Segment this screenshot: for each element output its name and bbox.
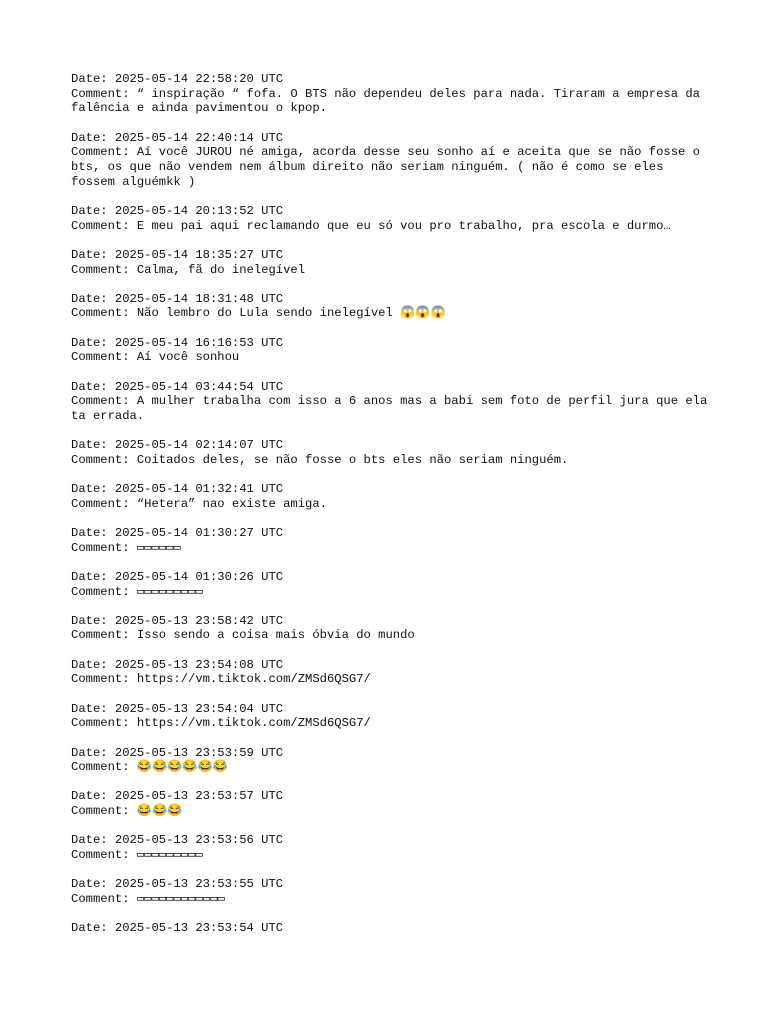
entry-comment: Comment: “ inspiração “ fofa. O BTS não dependeu deles para nada. Tiraram a empresa da falência e ainda pavimentou o kpop.: [71, 86, 708, 116]
entry-date: Date: 2025-05-14 20:13:52 UTC: [71, 203, 284, 218]
entry-comment: Comment: Calma, fã do inelegível: [71, 262, 306, 277]
comment-entry: [71, 789, 711, 818]
entry-date: Date: 2025-05-14 01:30:27 UTC: [71, 525, 284, 540]
entry-date: Date: 2025-05-13 23:54:04 UTC: [71, 701, 284, 716]
entry-date: Date: 2025-05-13 23:58:42 UTC: [71, 613, 284, 628]
comment-entry: [71, 702, 711, 731]
comment-entry: [71, 292, 711, 321]
comment-entry: [71, 131, 711, 190]
entry-date: Date: 2025-05-14 22:40:14 UTC: [71, 130, 284, 145]
comment-entry: [71, 570, 711, 599]
comment-entry: [71, 921, 711, 936]
entry-date: Date: 2025-05-14 01:30:26 UTC: [71, 569, 284, 584]
entry-comment: Comment: 😂😂😂😂😂😂: [71, 760, 228, 775]
entry-date: Date: 2025-05-14 02:14:07 UTC: [71, 438, 284, 453]
entry-comment: Comment: Não lembro do Lula sendo inelegível 😱😱😱: [71, 306, 446, 321]
entry-date: Date: 2025-05-13 23:53:57 UTC: [71, 789, 284, 804]
comment-entry: [71, 72, 711, 116]
entry-date: Date: 2025-05-14 03:44:54 UTC: [71, 379, 284, 394]
comment-entry: [71, 877, 711, 906]
comment-entry: [71, 746, 711, 775]
entry-comment: Comment: 😂😂😂: [71, 804, 183, 819]
comment-entry: [71, 204, 711, 233]
comment-entry: [71, 614, 711, 643]
entry-comment: Comment: https://vm.tiktok.com/ZMSd6QSG7/: [71, 716, 371, 731]
comment-entry: [71, 336, 711, 365]
entry-comment: Comment: ▭▭▭▭▭▭▭▭▭: [71, 584, 203, 599]
comment-entry: [71, 482, 711, 511]
entry-date: Date: 2025-05-14 22:58:20 UTC: [71, 72, 284, 86]
entry-date: Date: 2025-05-13 23:53:55 UTC: [71, 877, 284, 892]
entry-date: Date: 2025-05-14 18:35:27 UTC: [71, 247, 284, 262]
comment-entry: [71, 438, 711, 467]
comment-entry: [71, 526, 711, 555]
comment-entry: [71, 379, 715, 424]
entry-comment: Comment: ▭▭▭▭▭▭: [71, 540, 181, 555]
entry-comment: Comment: A mulher trabalha com isso a 6 anos mas a babi sem foto de perfil jura que ela ta errada.: [71, 394, 715, 423]
comment-entry: [71, 658, 711, 687]
entry-comment: Comment: https://vm.tiktok.com/ZMSd6QSG7/: [71, 672, 371, 687]
entry-comment: Comment: E meu pai aqui reclamando que eu só vou pro trabalho, pra escola e durmo…: [71, 218, 671, 233]
entry-date: Date: 2025-05-13 23:53:54 UTC: [71, 921, 284, 936]
entry-date: Date: 2025-05-14 18:31:48 UTC: [71, 291, 284, 306]
entry-comment: Comment: ▭▭▭▭▭▭▭▭▭: [71, 848, 203, 863]
entry-comment: Comment: ▭▭▭▭▭▭▭▭▭▭▭▭: [71, 891, 225, 906]
entry-date: Date: 2025-05-14 16:16:53 UTC: [71, 335, 284, 350]
entry-date: Date: 2025-05-13 23:54:08 UTC: [71, 657, 284, 672]
document-page: [71, 72, 715, 950]
entry-comment: Comment: Aí você JUROU né amiga, acorda desse seu sonho aí e aceita que se não fosse o bts, os que não vendem nem álbum direito não seriam ninguém. ( não é como se eles fossem alguémkk ): [71, 145, 708, 189]
comment-entry: [71, 833, 711, 862]
comment-entry: [71, 248, 711, 277]
entry-comment: Comment: Coitados deles, se não fosse o bts eles não seriam ninguém.: [71, 452, 569, 467]
entry-date: Date: 2025-05-14 01:32:41 UTC: [71, 482, 284, 497]
entry-date: Date: 2025-05-13 23:53:59 UTC: [71, 745, 284, 760]
entry-date: Date: 2025-05-13 23:53:56 UTC: [71, 833, 284, 848]
entry-comment: Comment: Isso sendo a coisa mais óbvia do mundo: [71, 628, 415, 643]
entry-comment: Comment: Aí você sonhou: [71, 350, 240, 365]
entry-comment: Comment: “Hetera” nao existe amiga.: [71, 496, 327, 511]
